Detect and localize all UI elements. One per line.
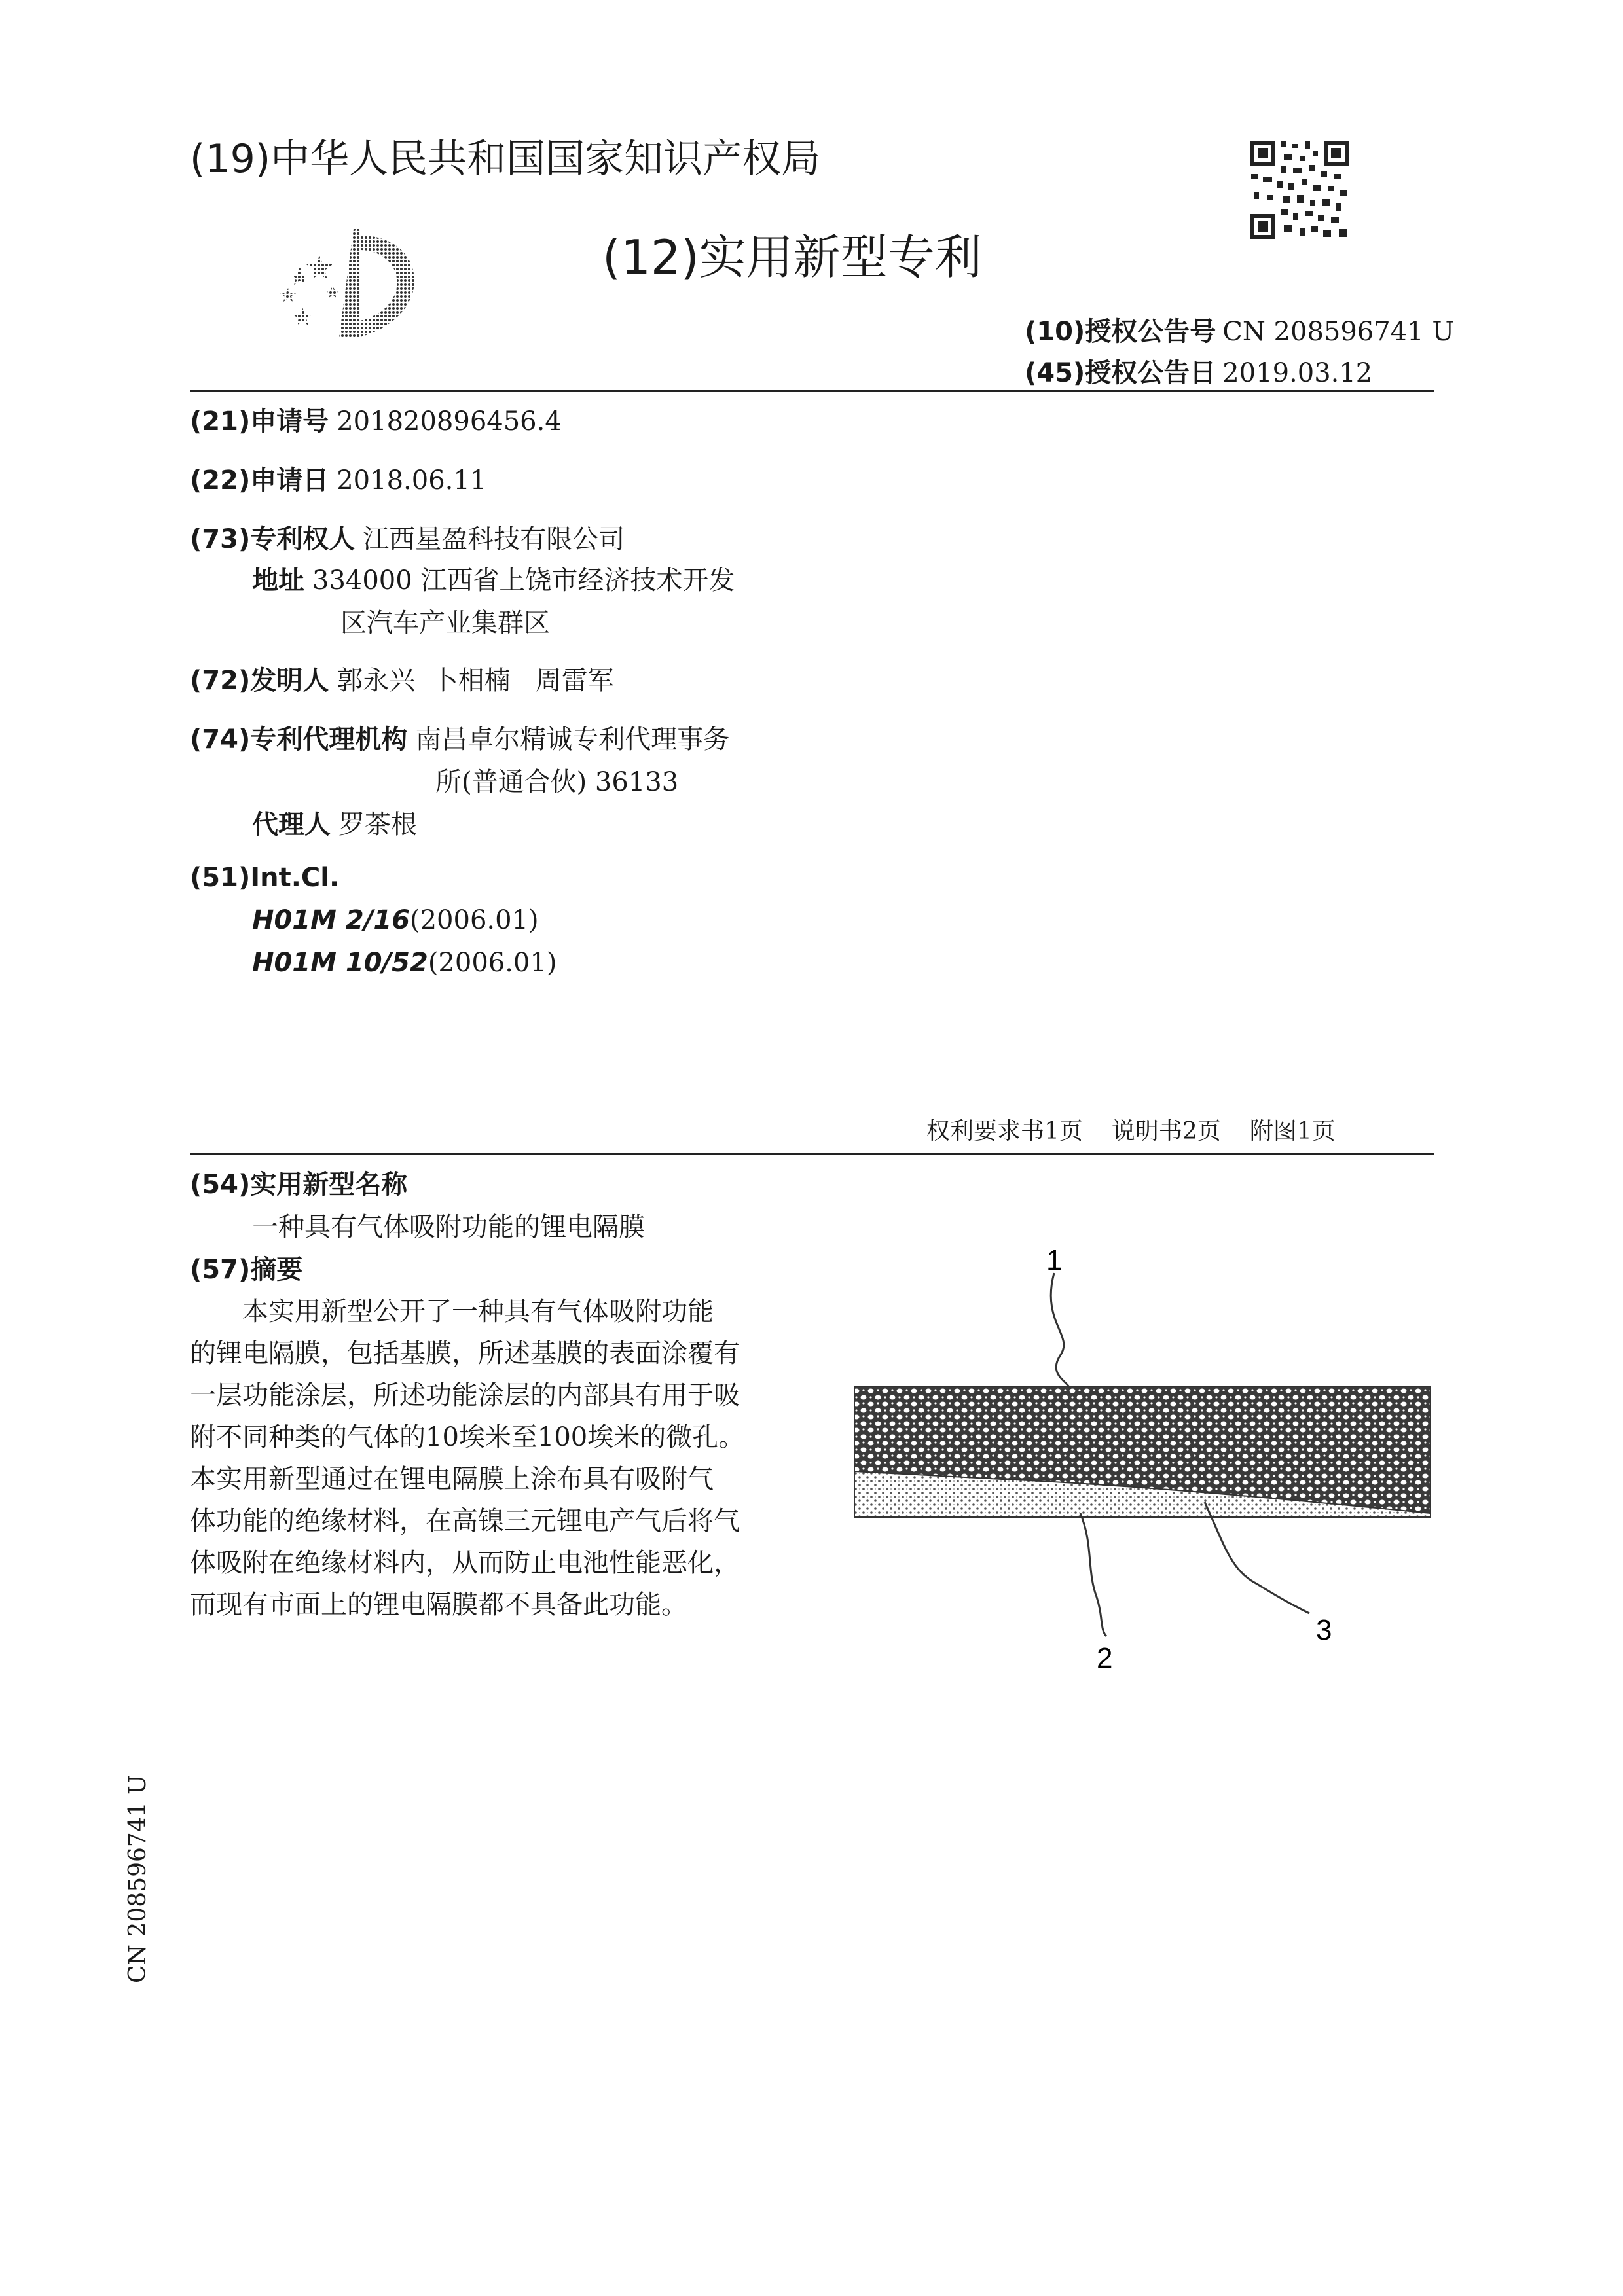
title-label: (54)实用新型名称: [190, 1170, 408, 1200]
patentee: [190, 518, 625, 556]
separator-figure: [838, 1244, 1453, 1741]
claims-pages: 权利要求书1页: [926, 1118, 1083, 1145]
utility-model-title: 一种具有气体吸附功能的锂电隔膜: [252, 1212, 645, 1242]
figure-label-2: 2: [1097, 1642, 1113, 1674]
patentee-value: 江西星盈科技有限公司: [363, 524, 625, 554]
agency: [190, 719, 729, 756]
logo-road: [339, 229, 361, 337]
spine-publication-number: CN 208596741 U: [124, 1774, 151, 1983]
section-rule: [190, 1153, 1434, 1155]
publication-number-value: CN 208596741 U: [1222, 317, 1455, 347]
application-number-value: 201820896456.4: [337, 406, 562, 437]
application-number: [190, 401, 562, 438]
logo-star-4: [293, 308, 312, 325]
application-date-label: (22)申请日: [190, 465, 329, 495]
logo-star-5: [325, 285, 340, 298]
office-name: (19)中华人民共和国国家知识产权局: [190, 136, 821, 182]
abstract-line: 体吸附在绝缘材料内，从而防止电池性能恶化，: [190, 1548, 740, 1578]
abstract-line: 本实用新型公开了一种具有气体吸附功能: [190, 1297, 714, 1327]
qr-finder-top-left: [1250, 141, 1275, 166]
cnipa-logo: [262, 216, 458, 347]
abstract-line: 体功能的绝缘材料，在高镍三元锂电产气后将气: [190, 1506, 740, 1536]
ipc-version: (2006.01): [428, 948, 557, 978]
agency-label: (74)专利代理机构: [190, 725, 408, 755]
address-line-1: 334000 江西省上饶市经济技术开发: [312, 565, 735, 596]
inventors-label: (72)发明人: [190, 666, 329, 696]
inventors: [190, 660, 614, 697]
logo-star-3: [280, 288, 296, 302]
logo-arc: [360, 236, 414, 337]
ipc-version: (2006.01): [409, 905, 539, 935]
header-rule: [190, 390, 1434, 392]
leader-line-3: [1205, 1502, 1309, 1613]
publication-number-label: (10)授权公告号: [1025, 317, 1216, 347]
agent-label: 代理人: [252, 810, 331, 840]
agency-line-1: 南昌卓尔精诚专利代理事务: [415, 725, 730, 755]
publication-number: [1025, 311, 1454, 348]
leader-line-1: [1051, 1273, 1070, 1389]
drawing-pages: 附图1页: [1249, 1118, 1336, 1145]
agency-line-2: 所(普通合伙) 36133: [435, 767, 679, 797]
abstract-line: 一层功能涂层，所述功能涂层的内部具有用于吸: [190, 1380, 740, 1410]
int-cl-label: (51)Int.Cl.: [190, 863, 340, 893]
abstract-line: 本实用新型通过在锂电隔膜上涂布具有吸附气: [190, 1464, 714, 1494]
agent-value: 罗茶根: [338, 810, 417, 840]
inventors-value: 郭永兴 卜相楠 周雷军: [337, 666, 614, 696]
abstract-line: 的锂电隔膜，包括基膜，所述基膜的表面涂覆有: [190, 1338, 740, 1369]
qr-finder-bottom-left: [1250, 214, 1275, 239]
ipc-entry-2: [252, 948, 556, 978]
ipc-entry-1: [252, 905, 539, 935]
address: [252, 560, 735, 597]
agent: [252, 804, 417, 841]
leader-line-2: [1080, 1513, 1106, 1636]
description-pages: 说明书2页: [1111, 1118, 1221, 1145]
logo-star-1: [306, 255, 333, 279]
page-counts: [926, 1113, 1336, 1146]
ipc-code: H01M 2/16: [252, 905, 410, 935]
abstract-line: 附不同种类的气体的10埃米至100埃米的微孔。: [190, 1422, 745, 1452]
publication-date: [1025, 352, 1372, 389]
abstract-line: 而现有市面上的锂电隔膜都不具备此功能。: [190, 1590, 687, 1620]
qr-code: [1247, 137, 1352, 242]
address-label: 地址: [252, 565, 304, 596]
abstract-label: (57)摘要: [190, 1255, 303, 1285]
application-number-label: (21)申请号: [190, 406, 329, 437]
publication-date-label: (45)授权公告日: [1025, 358, 1216, 388]
patentee-label: (73)专利权人: [190, 524, 356, 554]
document-type: (12)实用新型专利: [602, 230, 982, 285]
application-date-value: 2018.06.11: [337, 465, 487, 495]
address-line-2: 区汽车产业集群区: [340, 608, 550, 638]
logo-star-2: [290, 267, 310, 285]
ipc-code: H01M 10/52: [252, 948, 428, 978]
application-date: [190, 459, 486, 497]
publication-date-value: 2019.03.12: [1222, 358, 1373, 388]
figure-label-3: 3: [1316, 1614, 1332, 1646]
figure-label-1: 1: [1046, 1244, 1063, 1276]
qr-finder-top-right: [1324, 141, 1349, 166]
